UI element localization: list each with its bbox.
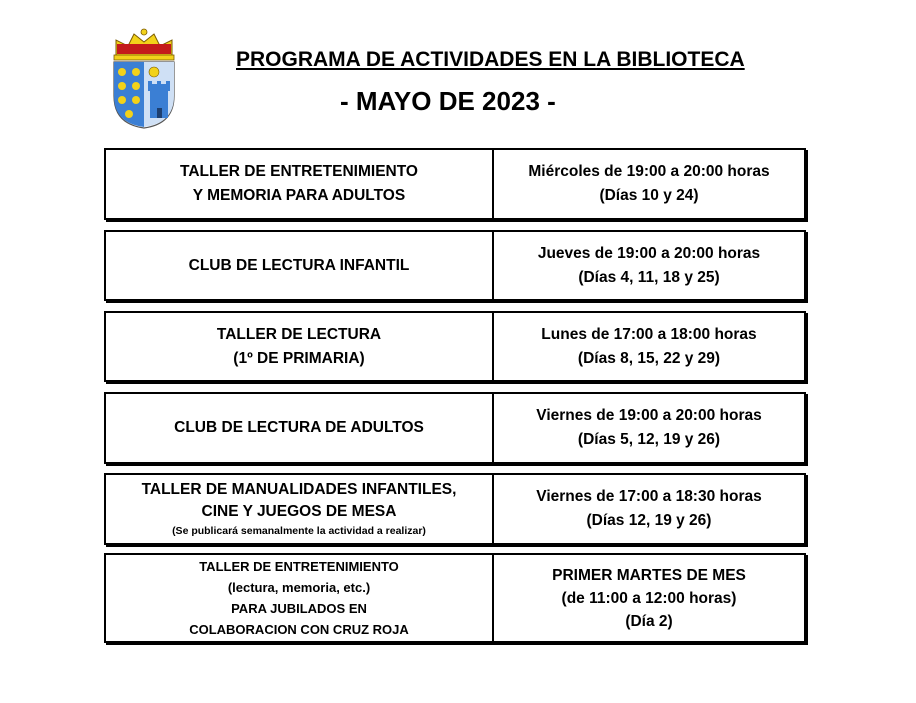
activity-name-line: Y MEMORIA PARA ADULTOS [192,187,406,204]
activity-name-line: PARA JUBILADOS EN [231,601,367,616]
activity-schedule-line: (Días 8, 15, 22 y 29) [577,349,721,367]
activity-schedule-line: (de 11:00 a 12:00 horas) [561,589,737,607]
activity-schedule-line: Viernes de 19:00 a 20:00 horas [536,407,762,424]
activity-schedule-cell [494,555,804,641]
activity-name-cell [106,475,494,543]
activity-name-line: COLABORACION CON CRUZ ROJA [189,622,409,637]
activity-schedule-line: (Día 2) [625,612,673,630]
activity-schedule-line: (Días 5, 12, 19 y 26) [577,431,721,448]
activity-note: (Se publicará semanalmente la actividad a realizar) [172,525,426,537]
activity-name-cell [106,313,494,380]
activity-schedule-line: Viernes de 17:00 a 18:30 horas [536,488,762,505]
activity-schedule-line: Jueves de 19:00 a 20:00 horas [537,244,761,262]
activity-row [104,230,806,301]
page-title: PROGRAMA DE ACTIVIDADES EN LA BIBLIOTECA [236,48,745,71]
activity-name-line: TALLER DE LECTURA [216,325,382,343]
activity-name-line: CLUB DE LECTURA DE ADULTOS [174,419,424,436]
activity-row [104,311,806,382]
activity-row [104,392,806,464]
activity-name-line: (lectura, memoria, etc.) [227,580,371,595]
activity-name-line: TALLER DE ENTRETENIMIENTO [199,559,399,574]
page-subtitle: - MAYO DE 2023 - [340,86,556,116]
activity-row [104,148,806,220]
activity-name-cell [106,394,494,462]
activity-schedule-cell [494,475,804,543]
activity-name-line: TALLER DE MANUALIDADES INFANTILES, [141,481,457,498]
activity-schedule-cell [494,150,804,218]
activity-name-line: CLUB DE LECTURA INFANTIL [188,256,410,274]
activity-schedule-line: (Días 12, 19 y 26) [586,512,712,529]
activity-name-line: (1º DE PRIMARIA) [233,349,365,367]
activity-name-line: CINE Y JUEGOS DE MESA [201,503,397,520]
activity-name-cell [106,555,494,641]
activity-schedule-cell [494,313,804,380]
activity-schedule-line: PRIMER MARTES DE MES [552,566,746,584]
municipal-crest-icon [108,26,180,130]
activity-row [104,473,806,545]
activity-schedule-line: Lunes de 17:00 a 18:00 horas [541,325,757,343]
activity-row [104,553,806,643]
activity-name-cell [106,150,494,218]
activity-name-cell [106,232,494,299]
activity-schedule-line: (Días 10 y 24) [599,187,699,204]
activity-schedule-cell [494,232,804,299]
activity-schedule-line: Miércoles de 19:00 a 20:00 horas [528,163,770,180]
activity-name-line: TALLER DE ENTRETENIMIENTO [180,163,418,180]
activity-schedule-line: (Días 4, 11, 18 y 25) [578,268,720,286]
activity-schedule-cell [494,394,804,462]
